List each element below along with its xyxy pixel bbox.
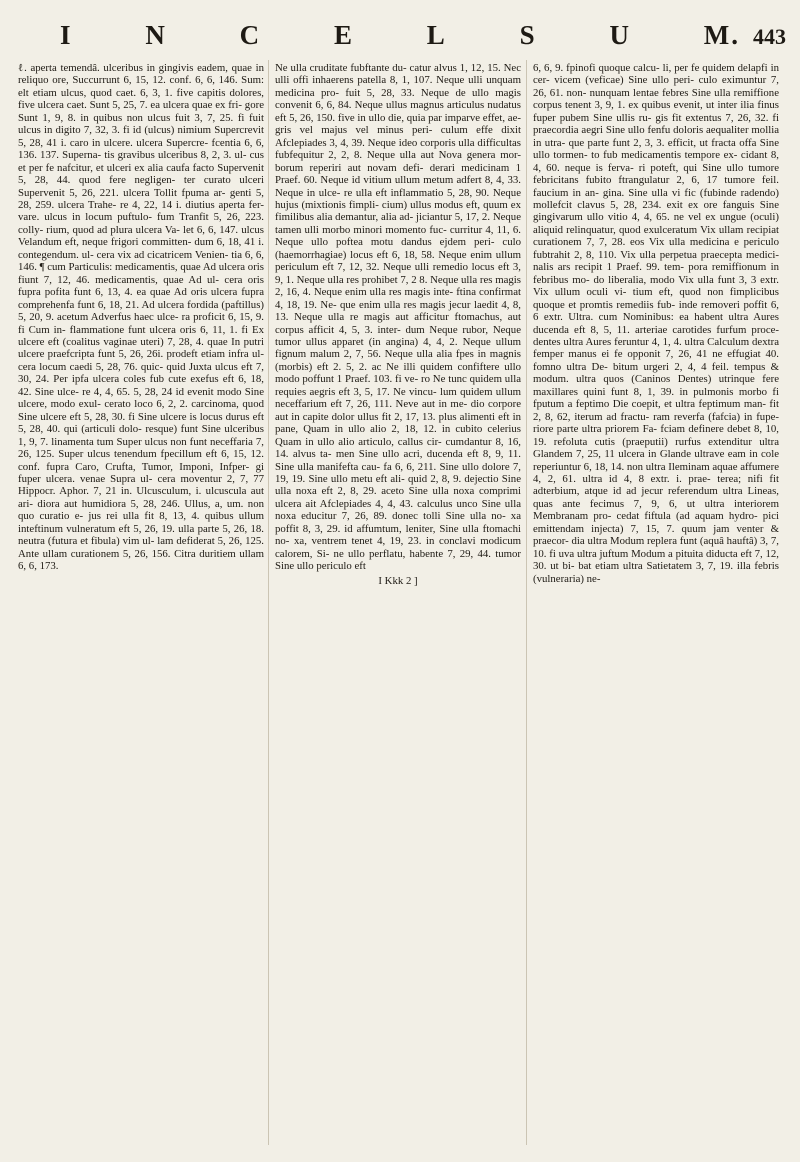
signature-mark: I Kkk 2 ] xyxy=(378,574,418,587)
running-title xyxy=(60,20,740,51)
text-column-left xyxy=(18,62,264,1142)
running-header xyxy=(0,14,800,60)
column-text: Ne ulla cruditate fubftante du- catur alvus 1, 12, 15. Nec ulli offi inhaerens patella 8, 1, 107. Neque ulli unquam medicina pro- fuit 5, 28, 33. Neque de ullo magis convenit 6, 6, 84. Neque ullus magnus articulus nudatus eft 5, 26, 150. five in ullo die, quia par imparve effet, ae- gris vel majus vel minus peri- culum effe dixit Afclepiades 3, 4, 39. Neque ideo corporis ulla difficultas fubfequitur 2, 2, 8. Neque ulla aut Nova genera mor- borum reperiri aut novam defi- derari medicinam 1 Praef. 60. Neque id vitium ullum metum adfert 8, 4, 33. Neque in ulce- re ulla eft inflammatio 5, 28, 90. Neque hujus (mixtionis fimpli- cium) ullus modus eft, quum ex fimilibus alia demantur, alia ad- jiciantur 5, 17, 2. Neque tamen ulli morbo minori momento fuc- curritur 4, 11, 6. Neque ullo poftea motu dandus ejdem peri- culo (haemorrhagiae) locus eft 6, 18, 58. Neque enim ullum periculum eft 7, 12, 32. Neque ulli remedio locus eft 3, 9, 1. Neque ulla res prohibet 7, 2 8. Neque ulla res magis 2, 16, 4. Neque enim ulla res magis inte- ftina confirmat 4, 18, 19. Ne- que enim ulla res magis jecur laedit 4, 8, 13. Neque ulla re magis aut afficitur ftomachus, aut corpus afficit 4, 5, 3. inter- dum Neque rubor, Neque tumor ullus apparet (in angina) 4, 4, 2. Neque ullum fignum malum 2, 7, 56. Neque ulla alia fpes in magnis (morbis) eft 2. 5, 2. ac Ne illi quidem confiftere ullo modo poffunt 1 Praef. 103. fi ve- ro Ne tunc quidem ulla requies aegris eft 3, 5, 17. Ne vincu- lum quidem ullum neceffarium eft 7, 26, 111. Neve aut in me- dio corpore aut in capite dolor ullus fit 2, 17, 13. plus alimenti eft in pane, Quam in ullo alio 2, 18, 12. in cubito celerius Quam in ullo alio articulo, callus cir- cumdantur 8, 16, 14. alvus ta- men Sine ullo acri, ducenda eft 8, 9, 11. Sine ulla manifefta cau- fa 6, 6, 211. Sine ullo dolore 7, 19, 19. Sine ullo metu eft ali- quid 2, 8, 9. dejectio Sine ulla noxa eft 2, 8, 29. aceto Sine ulla noxa comprimi ulcera ait Afclepiades 4, 4, 43. calculus unco Sine ulla noxa educitur 7, 26, 89. donec tolli Sine ulla no- xa poffit 8, 3, 29. id affumtum, leniter, Sine ulla ftomachi no- xa, ventrem tenet 4, 19, 23. in conclavi modicum calorem, Si- ne ullo perflatu, habente 7, 29, 44. tumor Sine ullo periculo eft xyxy=(275,62,521,573)
column-divider xyxy=(268,60,269,1145)
text-column-right xyxy=(533,62,779,1142)
header-letter: I xyxy=(60,20,73,50)
header-letter: S xyxy=(519,20,537,50)
header-letter: N xyxy=(145,20,167,50)
header-letter: M. xyxy=(703,20,740,50)
column-text: ℓ. aperta temendâ. ulceribus in gingivis eadem, quae in reliquo ore, Succurrunt 6, 15, 12. conf. 6, 6, 146. Sum: elt etiam ulcus, quod caet. 6, 3, 1. five capitis dolores, five ulcera caet. Sunt 5, 25, 7. ea ulcera quae ex fri- gore Sunt 1, 9, 8. in quibus non ulcus fuit 3, 7, 25. fi fuit ulcus in digito 7, 32, 3. fi id (ulcus) nimium Supercrevit 5, 28, 41 i. caro in ulcere. ulcera Supercre- fcentia 6, 6, 136. 137. Superna- tis gravibus ulceribus 8, 2, 3. ul- cus et per fe nafcitur, et ulceri ex alia caufa facto Supervenit 5, 28, 44. quod fere negligen- ter curato ulceri Supervenit 5, 26, 221. ulcera Tollit fpuma ar- genti 5, 28, 259. ulcera Trahe- re 4, 22, 14 i. diutius aperta fer- vare. ulcus in locum puftulo- fum Tranfit 5, 26, 223. colly- rium, quod ad plura ulcera Va- let 6, 6, 147. ulcus Velandum eft, neque frigori committen- dum 6, 18, 41 i. contegendum. ul- cera vix ad cicatricem Venien- tia 6, 6, 146. ¶ cum Particulis: medicamentis, quae Ad ulcera oris fiunt 7, 12, 46. medicamentis, quae Ad ul- cera oris fupra pofita funt 6, 13, 4. ea quae Ad oris ulcera fupra comprehenfa funt 6, 18, 21. Ad ulcera fordida (paftillus) 5, 20, 9. acetum Adverfus haec ulce- ra proficit 6, 15, 9. fi Cum in- flammatione funt ulcera oris 6, 11, 1. fi Ex ulcere eft (coalitus vaginae uteri) 7, 28, 4. quae In putri ulcere praefcripta funt 5, 26, 26i. prodeft etiam infra ul- cera locum caedi 5, 28, 76. quic- quid Juxta ulcus eft 7, 30, 24. Per ipfa ulcera coles fub cute exefus eft 6, 18, 42. Sine ulce- re 4, 4, 65. 5, 28, 24 id evenit modo Sine ulcere, modo exul- cerato loco 6, 2, 2. carcinoma, quod Sine ulcere eft 5, 28, 30. fi Sine ulcere is locus durus eft 5, 28, 40. qui (articuli dolo- resque) funt Sine ulceribus 1, 9, 7. linamenta tum Super ulcus non funt neceffaria 7, 26, 125. Super ulcus tenendum fpecillum eft 6, 15, 12. conf. fupra Caro, Crufta, Tumor, Imponi, Infper- gi fuper ulcera. venae Supra ul- cera moventur 2, 7, 77 Hippocr. Aphor. 7, 21 in. Ulcusculum, i. ulcuscula aut ari- diora aut humidiora 5, 28, 246. Ullus, a, um. non quo curatio e- jus rei ulla fit 8, 13, 4. quibus ullum inteftinum vulneratum eft 5, 26, 19. ulla parte 5, 26, 18. neutra (futura et fibula) vim ul- lam defiderat 5, 26, 125. Ante ullam curationem 5, 26, 156. Citra duritiem ullam 6, 6, 173. xyxy=(18,62,264,573)
header-letter: L xyxy=(426,20,447,50)
page-number: 443 xyxy=(753,24,786,49)
text-column-middle xyxy=(275,62,521,1142)
column-text: 6, 6, 9. fpinofi quoque calcu- li, per fe quidem delapfi in cer- vicem (veficae) Sine ullo peri- culo eximuntur 7, 26, 61. non- nunquam lentae febres Sine ulla remiffione corpus tenent 3, 9, 1. ex quibus evenit, ut inter ilia finus fuper pubem Sine ullis ru- gis fit extentus 7, 26, 32. fi praecordia aegri Sine ullo fenfu doloris aequaliter mollia in utra- que parte funt 2, 3, 3. efficit, ut fracta offa Sine ullo tormen- to fub medicamentis tempore ex- cidant 8, 4, 60. neque is ferva- ri poteft, qui Sine ullo tumore febricitans fubito ftrangulatur 2, 6, 17 tumore feil. faucium in an- gina. Sine ulla vi fic (fubinde radendo) mollefcit clavus 5, 28, 234. exit ex ore fanguis Sine gingivarum ullo vitio 4, 4, 65. ne vel ex ungue (oculi) aliquid relinquatur, quod exulceratum Vix ullam recipiat curationem 7, 7, 28. eos Vix ulla medicina e periculo fubtrahit 2, 8, 110. Vix ulla perpetua praecepta medici- nalis ars recipit 1 Praef. 99. tem- pora remiffionum in febribus mo- do liberalia, modo Vix ulla funt 3, 3 extr. Vix ullum oculi vi- tium eft, quod non fimplicibus quoque et promtis remediis fub- inde removeri poffit 6, 6 extr. Ultra. cum Nominibus: ea habent ultra Aures ducenda eft 8, 5, 11. arteriae carotides furfum proce- dentes ultra Aures feruntur 4, 1, 4. ultra Calculum dextra femper manus ei fe opponit 7, 26, 41 ne effugiat 40. fomno ultra De- bitum urgeri 2, 4, 4 feil. tempus & modum. ultra quos (Caninos Dentes) utrinque fere maxillares quini funt 8, 1, 39. in pulmonis morbo fi fputum a feptimo Die coepit, et ultra feptimum man- fit 2, 8, 62, iterum ad fractu- ram reverfa (fafcia) in fupe- riore parte ultra priorem Fa- fciam definere debet 8, 10, 19. refoluta cutis (praeputii) rurfus extenditur ultra Glandem 7, 25, 11 ulcera in Glande ultrave eam in cole reperiuntur 6, 18, 14. non ultra Ileminam aquae affumere 4, 2, 61. ultra id 4, 8 extr. i. prae- terea; nifi fit adterbium, atque id ad jecur referendum ultra Lineas, quas ante fecimus 7, 9, 6, ut ultra interiorem Membranam pro- cedat fiftula (ad aquam hydro- pici emittendam injecta) 7, 15, 7. quum jam venter & praecor- dia ultra Modum replera funt (aquâ hauftâ) 3, 7, 10. fi uva ultra juftum Modum a pituita diducta eft 7, 12, 30. ut bi- bat etiam ultra Satietatem 3, 7, 19. illa febris (vulneraria) ne- xyxy=(533,62,779,585)
header-letter: U xyxy=(609,20,631,50)
column-divider xyxy=(526,60,527,1145)
header-letter: C xyxy=(239,20,262,50)
header-letter: E xyxy=(333,20,354,50)
